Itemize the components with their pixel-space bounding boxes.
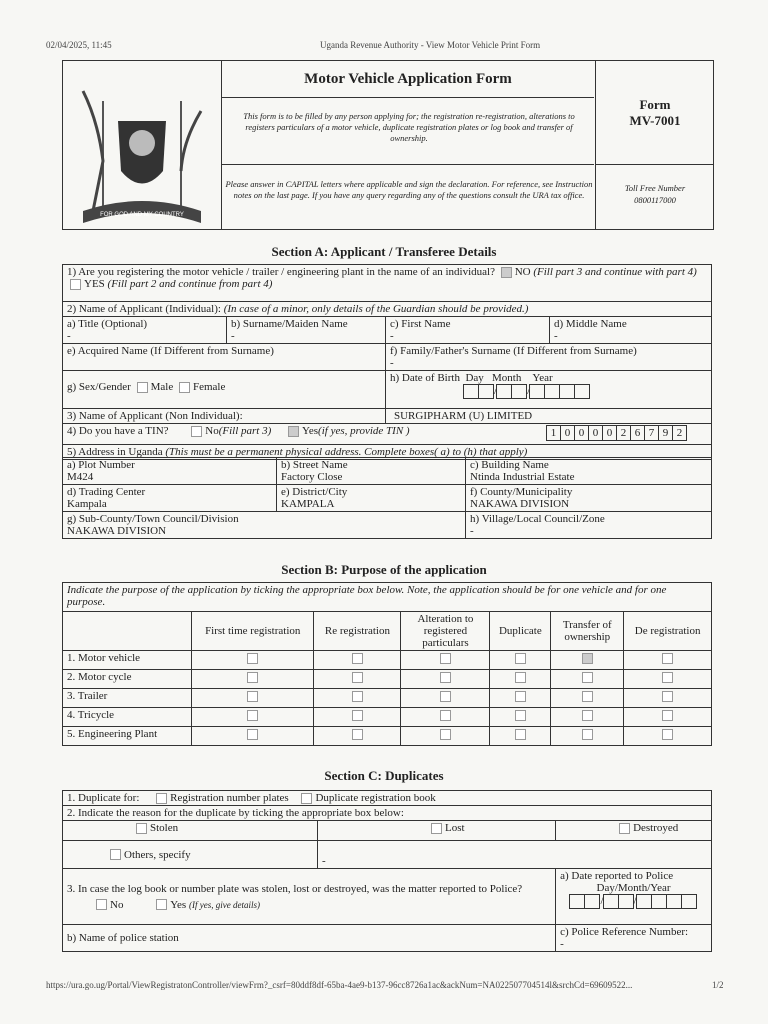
table-row: 1. Motor vehicle xyxy=(63,651,712,670)
district-label: e) District/City xyxy=(281,486,348,498)
q1-yes-checkbox[interactable] xyxy=(70,279,81,290)
county-label: f) County/Municipality xyxy=(470,486,573,498)
section-b-title: Section B: Purpose of the application xyxy=(281,562,487,577)
logbook-label: Duplicate registration book xyxy=(315,792,436,804)
q4-yes-checkbox[interactable] xyxy=(288,426,299,437)
form-intro: This form is to be filled by any person applying for; the registration re-registration, alterations to registers particulars of a motor vehicle, duplicate registration plates or log book and transfer of ownership. xyxy=(243,111,575,143)
q5-label: 5) Address in Uganda xyxy=(67,446,163,458)
q3-label: 3) Name of Applicant (Non Individual): xyxy=(67,410,243,422)
col-first-time: First time registration xyxy=(192,612,314,651)
section-b-instruction: Indicate the purpose of the application by ticking the appropriate box below. Note, the application should be for one vehicle and for one purpose. xyxy=(63,583,712,612)
form-title: Motor Vehicle Application Form xyxy=(222,61,594,98)
police-no-checkbox[interactable] xyxy=(96,899,107,910)
surname-value: - xyxy=(231,330,235,342)
police-ref-label: c) Police Reference Number: xyxy=(560,926,689,938)
family-name-label: f) Family/Father's Surname (If Different from Surname) xyxy=(390,345,637,357)
dup-for-label: 1. Duplicate for: xyxy=(67,792,140,804)
building-label: c) Building Name xyxy=(470,459,549,471)
form-number: MV-7001 xyxy=(629,113,681,128)
page-number: 1/2 xyxy=(712,980,724,990)
date-reported-label: a) Date reported to Police xyxy=(560,870,674,882)
lost-checkbox[interactable] xyxy=(431,823,442,834)
col-duplicate: Duplicate xyxy=(490,612,551,651)
q1-text: 1) Are you registering the motor vehicle / trailer / engineering plant in the name of an individual? xyxy=(67,266,495,278)
subcounty-value: NAKAWA DIVISION xyxy=(67,525,167,537)
reason-label: 2. Indicate the reason for the duplicate by ticking the appropriate box below: xyxy=(63,806,712,821)
section-b-table xyxy=(62,582,712,746)
section-a-table xyxy=(62,264,712,460)
q4-label: 4) Do you have a TIN? xyxy=(67,425,169,437)
q2-note: (In case of a minor, only details of the Guardian should be provided.) xyxy=(223,303,529,315)
q3-value: SURGIPHARM (U) LIMITED xyxy=(394,410,533,422)
police-station-label: b) Name of police station xyxy=(63,925,556,952)
dob-day-label: Day xyxy=(465,372,484,384)
police-yes-note: (If yes, give details) xyxy=(188,899,260,910)
others-checkbox[interactable] xyxy=(110,849,121,860)
others-value: - xyxy=(318,841,712,869)
col-transfer: Transfer of ownership xyxy=(551,612,624,651)
date-reported-input[interactable]: / / xyxy=(560,894,707,909)
transfer-motor-vehicle-checkbox[interactable] xyxy=(582,653,593,664)
q4-no-note: (Fill part 3) xyxy=(218,425,272,437)
village-label: h) Village/Local Council/Zone xyxy=(470,513,605,525)
form-label: Form xyxy=(639,97,671,112)
male-label: Male xyxy=(150,381,174,393)
q4-yes-note: (if yes, provide TIN ) xyxy=(318,425,410,437)
q1-yes-label: YES xyxy=(84,278,105,290)
table-row: 5. Engineering Plant xyxy=(63,727,712,746)
toll-free-number: 0800117000 xyxy=(634,195,676,205)
sex-label: g) Sex/Gender xyxy=(67,381,131,393)
police-yes-label: Yes xyxy=(170,898,187,911)
col-de-registration: De registration xyxy=(624,612,712,651)
lost-label: Lost xyxy=(445,822,465,834)
q1-no-label: NO xyxy=(514,266,531,278)
section-c-title: Section C: Duplicates xyxy=(324,768,444,783)
trading-label: d) Trading Center xyxy=(67,486,146,498)
male-checkbox[interactable] xyxy=(137,382,148,393)
footer-url: https://ura.go.ug/Portal/ViewRegistratonController/viewFrm?_csrf=80ddf8df-65ba-4ae9-b137-96cc8726a1ac&ackNum=NA022507704514l&srchCd=69609522... xyxy=(46,980,633,990)
q1-no-note: (Fill part 3 and continue with part 4) xyxy=(533,266,697,278)
table-row: 4. Tricycle xyxy=(63,708,712,727)
dob-label: h) Date of Birth xyxy=(390,372,460,384)
surname-label: b) Surname/Maiden Name xyxy=(231,318,348,330)
print-timestamp: 02/04/2025, 11:45 xyxy=(46,40,112,50)
firstname-value: - xyxy=(390,330,394,342)
col-re-registration: Re registration xyxy=(314,612,401,651)
stolen-checkbox[interactable] xyxy=(136,823,147,834)
svg-text:FOR GOD AND MY COUNTRY: FOR GOD AND MY COUNTRY xyxy=(100,212,184,218)
q1-yes-note: (Fill part 2 and continue from part 4) xyxy=(107,278,273,290)
toll-free-label: Toll Free Number xyxy=(624,183,686,193)
county-value: NAKAWA DIVISION xyxy=(470,498,570,510)
tin-digits: 1 0 0 0 0 2 6 7 9 2 xyxy=(547,425,687,441)
destroyed-label: Destroyed xyxy=(633,822,679,834)
police-question: 3. In case the log book or number plate was stolen, lost or destroyed, was the matter reported to Police? xyxy=(67,882,523,895)
print-page-title: Uganda Revenue Authority - View Motor Vehicle Print Form xyxy=(320,40,541,50)
district-value: KAMPALA xyxy=(281,498,335,510)
street-label: b) Street Name xyxy=(281,459,348,471)
title-value: - xyxy=(67,330,71,342)
stolen-label: Stolen xyxy=(150,822,179,834)
middlename-label: d) Middle Name xyxy=(554,318,627,330)
firstname-label: c) First Name xyxy=(390,318,451,330)
family-name-value: - xyxy=(390,357,394,369)
table-row: 2. Motor cycle xyxy=(63,670,712,689)
date-format-label: Day/Month/Year xyxy=(596,882,671,894)
plot-value: M424 xyxy=(67,471,94,483)
q4-no-checkbox[interactable] xyxy=(191,426,202,437)
subcounty-label: g) Sub-County/Town Council/Division xyxy=(67,513,239,525)
form-instructions: Please answer in CAPITAL letters where applicable and sign the declaration. For reference, see Instruction notes on the last page. If you have any query regarding any of the questions consult the URA tax office. xyxy=(225,179,593,200)
plates-label: Registration number plates xyxy=(170,792,289,804)
police-no-label: No xyxy=(110,898,124,911)
destroyed-checkbox[interactable] xyxy=(619,823,630,834)
female-checkbox[interactable] xyxy=(179,382,190,393)
q2-label: 2) Name of Applicant (Individual): xyxy=(67,303,221,315)
police-yes-checkbox[interactable] xyxy=(156,899,167,910)
form-header xyxy=(62,60,714,230)
female-label: Female xyxy=(192,381,226,393)
plates-checkbox[interactable] xyxy=(156,793,167,804)
middlename-value: - xyxy=(554,330,558,342)
others-label: Others, specify xyxy=(124,848,191,861)
q5-note: (This must be a permanent physical address. Complete boxes( a) to (h) that apply) xyxy=(165,446,528,458)
coat-of-arms-icon xyxy=(63,61,222,229)
logbook-checkbox[interactable] xyxy=(301,793,312,804)
police-ref-value: - xyxy=(560,938,564,950)
table-row: 3. Trailer xyxy=(63,689,712,708)
section-a-title: Section A: Applicant / Transferee Details xyxy=(271,244,497,259)
col-alteration: Alteration to registered particulars xyxy=(401,612,490,651)
dob-month-label: Month xyxy=(492,372,522,384)
q1-no-checkbox[interactable] xyxy=(501,267,512,278)
section-c-table xyxy=(62,790,712,952)
trading-value: Kampala xyxy=(67,498,107,510)
village-value: - xyxy=(470,525,474,537)
acquired-name-label: e) Acquired Name (If Different from Surname) xyxy=(67,345,274,357)
q4-yes-label: Yes xyxy=(302,425,319,437)
dob-input[interactable]: / / xyxy=(464,385,590,397)
address-table xyxy=(62,457,712,539)
plot-label: a) Plot Number xyxy=(67,459,135,471)
street-value: Factory Close xyxy=(281,471,343,483)
building-value: Ntinda Industrial Estate xyxy=(470,471,575,483)
title-label: a) Title (Optional) xyxy=(67,318,148,330)
dob-year-label: Year xyxy=(532,372,553,384)
q4-no-label: No xyxy=(205,425,219,437)
